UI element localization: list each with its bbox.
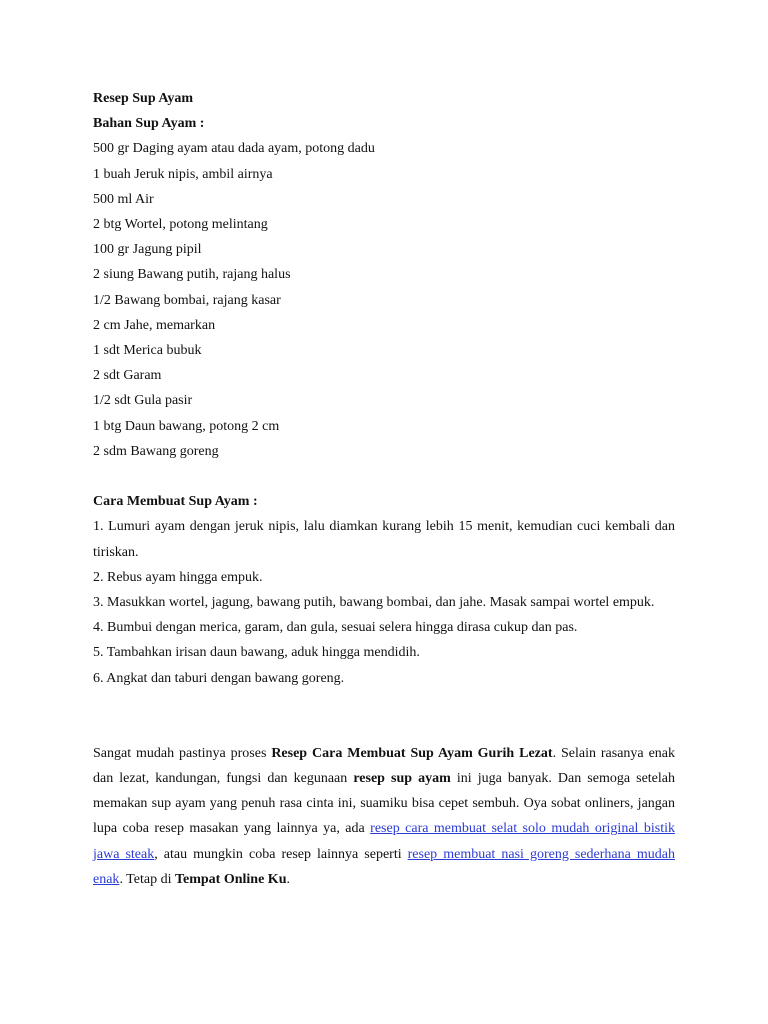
closing-paragraph	[93, 741, 675, 892]
spacer	[93, 691, 675, 741]
step-item: 4. Bumbui dengan merica, garam, dan gula, sesuai selera hingga dirasa cukup dan pas.	[93, 620, 578, 636]
closing-bold-title: Resep Cara Membuat Sup Ayam Gurih Lezat	[271, 745, 553, 761]
step-item: 6. Angkat dan taburi dengan bawang goreng.	[93, 670, 345, 686]
ingredient-item: 1 btg Daun bawang, potong 2 cm	[93, 418, 280, 434]
closing-text: . Tetap di	[119, 871, 175, 887]
closing-text: , atau mungkin coba resep lainnya seperti	[154, 846, 408, 862]
document-page	[93, 86, 675, 892]
link-nasi-goreng[interactable]: resep membuat nasi goreng sederhana mudah enak	[93, 846, 675, 887]
ingredient-item: 2 cm Jahe, memarkan	[93, 317, 216, 333]
ingredient-item: 1 sdt Merica bubuk	[93, 343, 202, 359]
link-selat-solo[interactable]: resep cara membuat selat solo mudah original bistik jawa steak	[93, 821, 675, 862]
steps-heading: Cara Membuat Sup Ayam :	[93, 494, 258, 510]
ingredient-item: 2 sdt Garam	[93, 368, 162, 384]
steps-list	[93, 514, 675, 690]
step-item: 2. Rebus ayam hingga empuk.	[93, 569, 263, 585]
closing-text: . Selain rasanya enak dan lezat, kandungan, fungsi dan kegunaan	[93, 745, 675, 787]
step-item: 5. Tambahkan irisan daun bawang, aduk hingga mendidih.	[93, 645, 420, 661]
step-item: 3. Masukkan wortel, jagung, bawang putih, bawang bombai, dan jahe. Masak sampai wortel empuk.	[93, 595, 655, 611]
closing-text: Sangat mudah pastinya proses	[93, 745, 272, 761]
ingredients-list	[93, 136, 675, 464]
ingredient-item: 2 siung Bawang putih, rajang halus	[93, 267, 291, 283]
recipe-title: Resep Sup Ayam	[93, 91, 194, 106]
ingredient-item: 500 gr Daging ayam atau dada ayam, potong dadu	[93, 141, 375, 157]
ingredient-item: 2 sdm Bawang goreng	[93, 443, 219, 459]
ingredient-item: 500 ml Air	[93, 191, 154, 207]
closing-bold-site: Tempat Online Ku	[174, 871, 287, 887]
ingredient-item: 1/2 Bawang bombai, rajang kasar	[93, 292, 281, 308]
ingredient-item: 1/2 sdt Gula pasir	[93, 393, 193, 409]
closing-bold-keyword: resep sup ayam	[353, 771, 451, 787]
closing-text: .	[286, 871, 290, 887]
closing-text: ini juga banyak. Dan semoga setelah memakan sup ayam yang penuh rasa cinta ini, suamiku bisa cepet sembuh. Oya sobat onliners, jangan lupa coba resep masakan yang lainnya ya, ada	[93, 771, 675, 837]
step-item: 1. Lumuri ayam dengan jeruk nipis, lalu diamkan kurang lebih 15 menit, kemudian cuci kembali dan tiriskan.	[93, 519, 675, 560]
ingredient-item: 2 btg Wortel, potong melintang	[93, 217, 268, 233]
ingredients-heading: Bahan Sup Ayam :	[93, 116, 205, 132]
spacer	[93, 464, 675, 489]
ingredient-item: 1 buah Jeruk nipis, ambil airnya	[93, 166, 273, 182]
ingredient-item: 100 gr Jagung pipil	[93, 242, 202, 258]
